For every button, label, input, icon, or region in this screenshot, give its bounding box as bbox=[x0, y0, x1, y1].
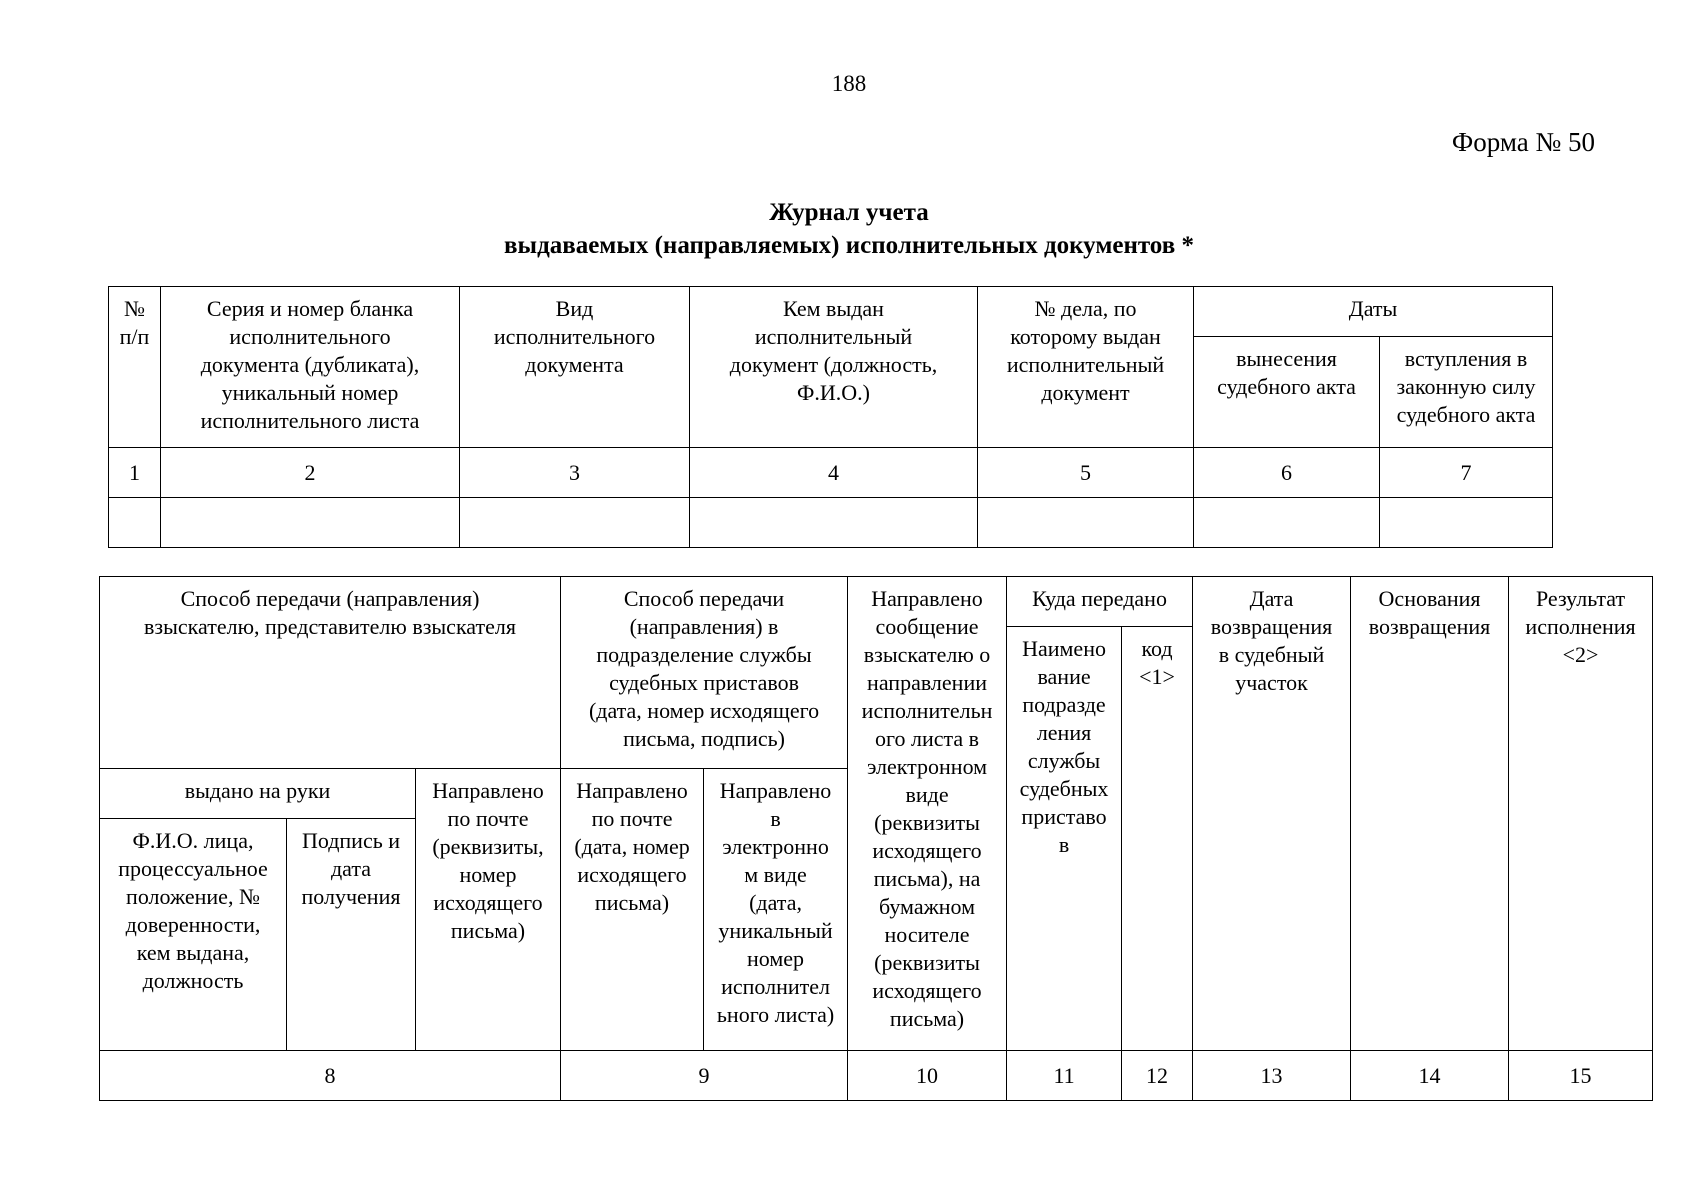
column-number: 2 bbox=[161, 448, 460, 498]
header-document-type: Вид исполнительного документа bbox=[460, 287, 690, 448]
column-number: 4 bbox=[690, 448, 978, 498]
header-ruling-date: вынесения судебного акта bbox=[1194, 337, 1380, 448]
column-number: 9 bbox=[561, 1051, 848, 1101]
header-sent-by-mail-details: Направлено по почте (реквизиты, номер исходящего письма) bbox=[416, 769, 561, 1051]
column-number: 10 bbox=[848, 1051, 1007, 1101]
column-number: 14 bbox=[1351, 1051, 1509, 1101]
header-execution-result: Результат исполнения <2> bbox=[1509, 577, 1653, 1051]
header-return-date: Дата возвращения в судебный участок bbox=[1193, 577, 1351, 1051]
form-number: Форма № 50 bbox=[1451, 127, 1595, 157]
column-number: 8 bbox=[100, 1051, 561, 1101]
header-series-number: Серия и номер бланка исполнительного документа (дубликата), уникальный номер исполнительного листа bbox=[161, 287, 460, 448]
column-number: 15 bbox=[1509, 1051, 1653, 1101]
column-number: 3 bbox=[460, 448, 690, 498]
column-number: 11 bbox=[1007, 1051, 1122, 1101]
page-number: 188 bbox=[831, 71, 867, 96]
empty-cell bbox=[460, 498, 690, 548]
header-case-number: № дела, по которому выдан исполнительный документ bbox=[978, 287, 1194, 448]
header-code: код <1> bbox=[1122, 627, 1193, 1051]
column-number: 1 bbox=[109, 448, 161, 498]
header-row-number: № п/п bbox=[109, 287, 161, 448]
journal-table-bottom bbox=[99, 576, 1653, 1101]
header-transfer-bailiff: Способ передачи (направления) в подразделение службы судебных приставов (дата, номер исходящего письма, подпись) bbox=[561, 577, 848, 769]
empty-cell bbox=[1380, 498, 1553, 548]
column-number: 7 bbox=[1380, 448, 1553, 498]
empty-cell bbox=[109, 498, 161, 548]
header-signature-date: Подпись и дата получения bbox=[287, 819, 416, 1051]
header-where-transferred: Куда передано bbox=[1007, 577, 1193, 627]
header-sent-electronically: Направлено в электронно м виде (дата, уникальный номер исполнител ьного листа) bbox=[704, 769, 848, 1051]
journal-table-top bbox=[108, 286, 1553, 548]
column-number: 13 bbox=[1193, 1051, 1351, 1101]
document-title bbox=[0, 196, 1698, 262]
header-effective-date: вступления в законную силу судебного акта bbox=[1380, 337, 1553, 448]
header-return-grounds: Основания возвращения bbox=[1351, 577, 1509, 1051]
column-number: 12 bbox=[1122, 1051, 1193, 1101]
title-line-2: выдаваемых (направляемых) исполнительных документов * bbox=[504, 232, 1194, 259]
title-line-1: Журнал учета bbox=[769, 199, 929, 226]
column-number: 6 bbox=[1194, 448, 1380, 498]
header-issued-by-hand: выдано на руки bbox=[100, 769, 416, 819]
empty-cell bbox=[690, 498, 978, 548]
header-sent-by-mail-date: Направлено по почте (дата, номер исходящего письма) bbox=[561, 769, 704, 1051]
header-notification-sent: Направлено сообщение взыскателю о направлении исполнительн ого листа в электронном виде (реквизиты исходящего письма), на бумажном носителе (реквизиты исходящего письма) bbox=[848, 577, 1007, 1051]
header-dates: Даты bbox=[1194, 287, 1553, 337]
empty-cell bbox=[1194, 498, 1380, 548]
column-number: 5 bbox=[978, 448, 1194, 498]
header-issued-by: Кем выдан исполнительный документ (должность, Ф.И.О.) bbox=[690, 287, 978, 448]
empty-cell bbox=[978, 498, 1194, 548]
header-bailiff-unit-name: Наимено вание подразде ления службы судебных приставо в bbox=[1007, 627, 1122, 1051]
header-transfer-claimant: Способ передачи (направления) взыскателю, представителю взыскателя bbox=[100, 577, 561, 769]
empty-cell bbox=[161, 498, 460, 548]
header-person-fio: Ф.И.О. лица, процессуальное положение, № доверенности, кем выдана, должность bbox=[100, 819, 287, 1051]
